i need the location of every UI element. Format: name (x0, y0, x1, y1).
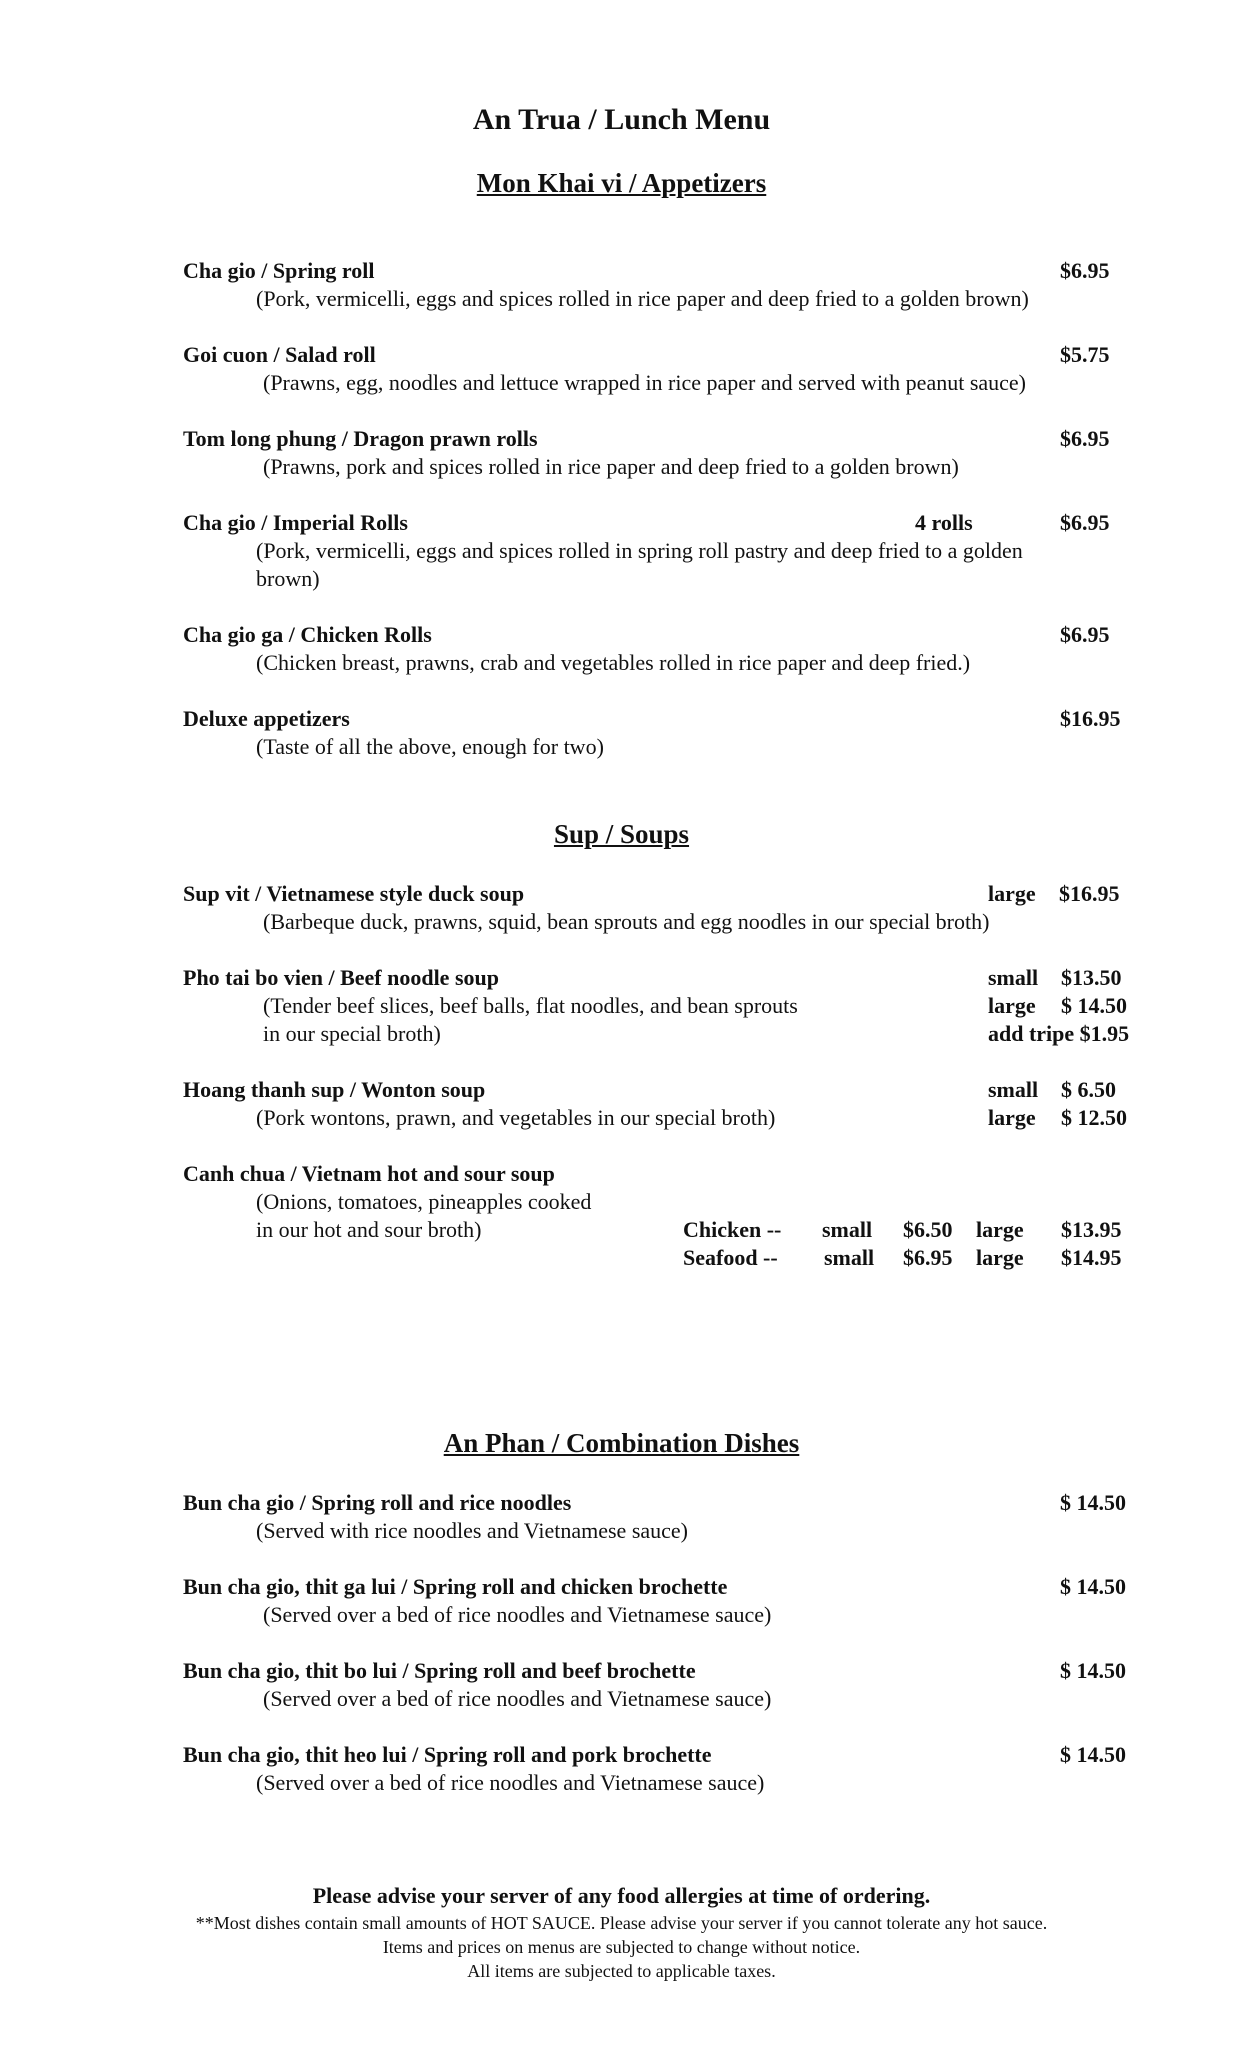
menu-item-description: (Onions, tomatoes, pineapples cooked (256, 1189, 592, 1214)
size-label: small (822, 1217, 873, 1242)
soups-heading: Sup / Soups (553, 819, 690, 849)
menu-item-price: $13.50 (1061, 965, 1122, 990)
menu-item-price: $ 14.50 (1060, 1490, 1126, 1515)
menu-item-name: Bun cha gio / Spring roll and rice noodles (183, 1490, 572, 1515)
menu-item-price: $16.95 (1060, 706, 1121, 731)
size-label: large (976, 1217, 1024, 1242)
menu-item-description: (Barbeque duck, prawns, squid, bean sprouts and egg noodles in our special broth) (263, 909, 990, 934)
menu-item-price: $ 12.50 (1061, 1105, 1127, 1130)
menu-item-description: (Taste of all the above, enough for two) (256, 734, 604, 759)
size-label: small (988, 1077, 1039, 1102)
menu-item-name: Goi cuon / Salad roll (183, 342, 376, 367)
menu-item-price: $ 14.50 (1060, 1742, 1126, 1767)
menu-item-name: Tom long phung / Dragon prawn rolls (183, 426, 538, 451)
menu-item-name: Cha gio / Imperial Rolls (183, 510, 408, 535)
menu-item-name: Bun cha gio, thit ga lui / Spring roll and chicken brochette (183, 1574, 728, 1599)
menu-item-description: (Prawns, pork and spices rolled in rice paper and deep fried to a golden brown) (263, 454, 959, 479)
menu-item-price: $6.95 (1060, 510, 1110, 535)
appetizers-heading: Mon Khai vi / Appetizers (476, 168, 767, 198)
menu-item-description: (Pork wontons, prawn, and vegetables in our special broth) (256, 1105, 776, 1130)
menu-item-price: $ 14.50 (1060, 1574, 1126, 1599)
price-change-notice: Items and prices on menus are subjected to change without notice. (382, 1937, 861, 1957)
menu-item-name: Sup vit / Vietnamese style duck soup (183, 881, 525, 906)
size-label: small (988, 965, 1039, 990)
menu-item-price: $14.95 (1061, 1245, 1122, 1270)
menu-item-description: (Served over a bed of rice noodles and Vietnamese sauce) (256, 1770, 765, 1795)
menu-item-description: (Tender beef slices, beef balls, flat noodles, and bean sprouts (263, 993, 798, 1018)
size-label: large (988, 1105, 1036, 1130)
menu-item-price: $ 6.50 (1061, 1077, 1116, 1102)
extra-option: add tripe $1.95 (988, 1021, 1130, 1046)
menu-item-price: $6.95 (903, 1245, 953, 1270)
size-label: small (824, 1245, 875, 1270)
menu-item-price: $16.95 (1059, 881, 1120, 906)
menu-item-price: $13.95 (1061, 1217, 1122, 1242)
menu-item-description-cont: in our hot and sour broth) (256, 1217, 482, 1242)
menu-item-name: Cha gio / Spring roll (183, 258, 375, 283)
size-label: large (988, 881, 1036, 906)
variant-label: Seafood -- (683, 1245, 778, 1270)
menu-item-description: (Served over a bed of rice noodles and Vietnamese sauce) (263, 1686, 772, 1711)
tax-notice: All items are subjected to applicable taxes. (467, 1961, 776, 1981)
size-label: large (988, 993, 1036, 1018)
menu-item-description: (Prawns, egg, noodles and lettuce wrapped in rice paper and served with peanut sauce) (263, 370, 1026, 395)
menu-item-quantity: 4 rolls (915, 510, 973, 535)
menu-item-name: Bun cha gio, thit bo lui / Spring roll and beef brochette (183, 1658, 696, 1683)
menu-item-description-cont: brown) (256, 566, 320, 591)
menu-item-price: $ 14.50 (1061, 993, 1127, 1018)
size-label: large (976, 1245, 1024, 1270)
menu-item-price: $6.50 (903, 1217, 953, 1242)
menu-item-price: $ 14.50 (1060, 1658, 1126, 1683)
menu-item-name: Canh chua / Vietnam hot and sour soup (183, 1161, 555, 1186)
combos-heading: An Phan / Combination Dishes (443, 1428, 800, 1458)
hot-sauce-notice: **Most dishes contain small amounts of HOT SAUCE. Please advise your server if you cannot tolerate any hot sauce. (195, 1913, 1048, 1933)
menu-item-description: (Served with rice noodles and Vietnamese sauce) (256, 1518, 689, 1543)
menu-item-description: (Pork, vermicelli, eggs and spices rolled in rice paper and deep fried to a golden brown) (256, 286, 1029, 311)
allergy-notice: Please advise your server of any food allergies at time of ordering. (312, 1883, 931, 1908)
menu-item-price: $6.95 (1060, 426, 1110, 451)
menu-item-name: Cha gio ga / Chicken Rolls (183, 622, 432, 647)
menu-item-price: $6.95 (1060, 258, 1110, 283)
variant-label: Chicken -- (683, 1217, 782, 1242)
page-title: An Trua / Lunch Menu (472, 103, 771, 136)
menu-item-name: Bun cha gio, thit heo lui / Spring roll and pork brochette (183, 1742, 712, 1767)
menu-item-description-cont: in our special broth) (263, 1021, 441, 1046)
menu-item-description: (Chicken breast, prawns, crab and vegetables rolled in rice paper and deep fried.) (256, 650, 971, 675)
menu-item-description: (Served over a bed of rice noodles and Vietnamese sauce) (263, 1602, 772, 1627)
menu-item-name: Deluxe appetizers (183, 706, 350, 731)
menu-item-price: $5.75 (1060, 342, 1110, 367)
menu-item-name: Hoang thanh sup / Wonton soup (183, 1077, 486, 1102)
menu-item-name: Pho tai bo vien / Beef noodle soup (183, 965, 499, 990)
menu-item-description: (Pork, vermicelli, eggs and spices rolled in spring roll pastry and deep fried to a golden (256, 538, 1023, 563)
menu-item-price: $6.95 (1060, 622, 1110, 647)
